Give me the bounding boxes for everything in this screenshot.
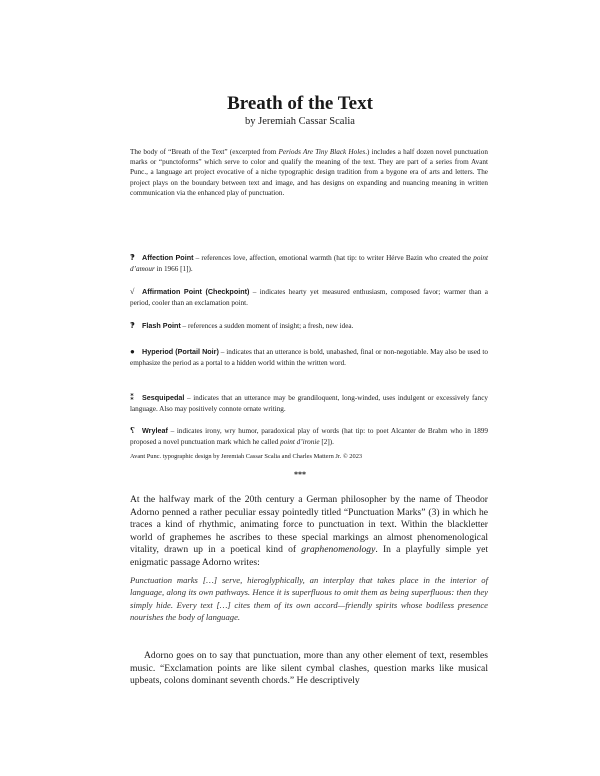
definition-term: Affirmation Point (Checkpoint): [142, 287, 250, 296]
body-text-b: . In a playfully simple yet enigmatic passage Adorno writes:: [130, 544, 488, 568]
definition-text: – references a sudden moment of insight; a fresh, new idea.: [180, 322, 354, 330]
definition-hyperiod: [130, 347, 488, 368]
design-credit: Avant Punc. typographic design by Jeremiah Cassar Scalia and Charles Mattern Jr. © 2023: [130, 453, 363, 460]
definition-text: – indicates irony, wry humor, paradoxical play of words (hat tip: to poet Alcanter de Brahm who in 1899 proposed a novel punctuation mark which he called: [130, 427, 488, 446]
definition-text: – indicates hearty yet measured enthusiasm, composed favor; warmer than a period, cooler than an exclamation point.: [130, 288, 488, 307]
author-byline: by Jeremiah Cassar Scalia: [245, 116, 355, 127]
section-separator: ***: [294, 470, 306, 479]
definition-term: Wryleaf: [142, 426, 168, 435]
definition-text: – references love, affection, emotional warmth (hat tip: to writer Hérve Bazin who created the: [193, 254, 474, 262]
body-paragraph-2: Adorno goes on to say that punctuation, more than any other element of text, resembles music. “Exclamation points are like silent cymbal clashes, question marks like musical upbeats, colons dominant seventh chords.” He descriptively: [130, 650, 488, 687]
definition-text: – indicates that an utterance may be grandiloquent, long-winded, uses indulgent or excessively fancy language. Also may positively connote ornate writing.: [130, 394, 488, 413]
intro-source-title: Periods Are Tiny Black Holes: [278, 148, 366, 156]
flash-point-icon: ‽: [130, 321, 135, 330]
definition-sesquipedal: [130, 393, 488, 414]
page-title: Breath of the Text: [227, 93, 373, 114]
body-paragraph-1: [130, 494, 488, 570]
hyperiod-icon: ●: [130, 347, 135, 356]
intro-text-b: .) includes a half dozen novel punctuation marks or “punctoforms” which serve to color and qualify the meaning of the text. They are part of a series from Avant Punc., a language art project evocative of a niche typographic design tradition from a bygone era of arts and letters. The project plays on the boundary between text and image, and has designs on expanding and nuancing meaning in written communication via the enhanced play of punctuation.: [130, 148, 488, 197]
definition-term: Flash Point: [142, 321, 181, 330]
definition-term: Hyperiod (Portail Noir): [142, 347, 219, 356]
definition-affection-point: [130, 253, 488, 274]
wryleaf-icon: ⸮: [130, 426, 135, 435]
affection-point-icon: ‽: [130, 253, 135, 262]
definition-flash-point: [130, 321, 488, 332]
definition-text-end: [2]).: [319, 437, 334, 446]
definition-italic: point d’ironie: [280, 437, 320, 446]
body-italic-term: graphenomenology: [301, 544, 376, 556]
sesquipedal-icon: ⁑: [130, 393, 135, 402]
intro-text-a: The body of “Breath of the Text” (excerpted from: [130, 148, 279, 156]
definition-term: Sesquipedal: [142, 393, 185, 402]
body-text-a: At the halfway mark of the 20th century a German philosopher by the name of Theodor Adorno penned a rather peculiar essay pointedly titled “Punctuation Marks” (3) in which he traces a kind of rhythmic, animating force to punctuation in text. Within the blackletter world of graphemes he ascribes to these special markings an almost phenomenological vitality, drawn up in a poetical kind of: [130, 494, 488, 556]
definition-text: – indicates that an utterance is bold, unabashed, final or non-negotiable. May also be used to emphasize the period as a portal to a hidden world within the written word.: [130, 348, 488, 367]
definition-affirmation-point: [130, 287, 488, 308]
definition-term: Affection Point: [142, 253, 194, 262]
definition-wryleaf: [130, 426, 488, 447]
definition-text-end: in 1966 [1]).: [154, 264, 193, 273]
definition-italic: point d’amour: [130, 254, 488, 273]
intro-paragraph: [130, 147, 488, 198]
checkpoint-icon: √: [130, 287, 135, 296]
block-quote: Punctuation marks […] serve, hieroglyphically, an interplay that takes place in the interior of language, along its own pathways. Hence it is superfluous to omit them as being superfluous: then they simply hide. Every text […] cites them of its own accord—friendly spirits whose bodiless presence nourishes the body of language.: [130, 575, 488, 623]
